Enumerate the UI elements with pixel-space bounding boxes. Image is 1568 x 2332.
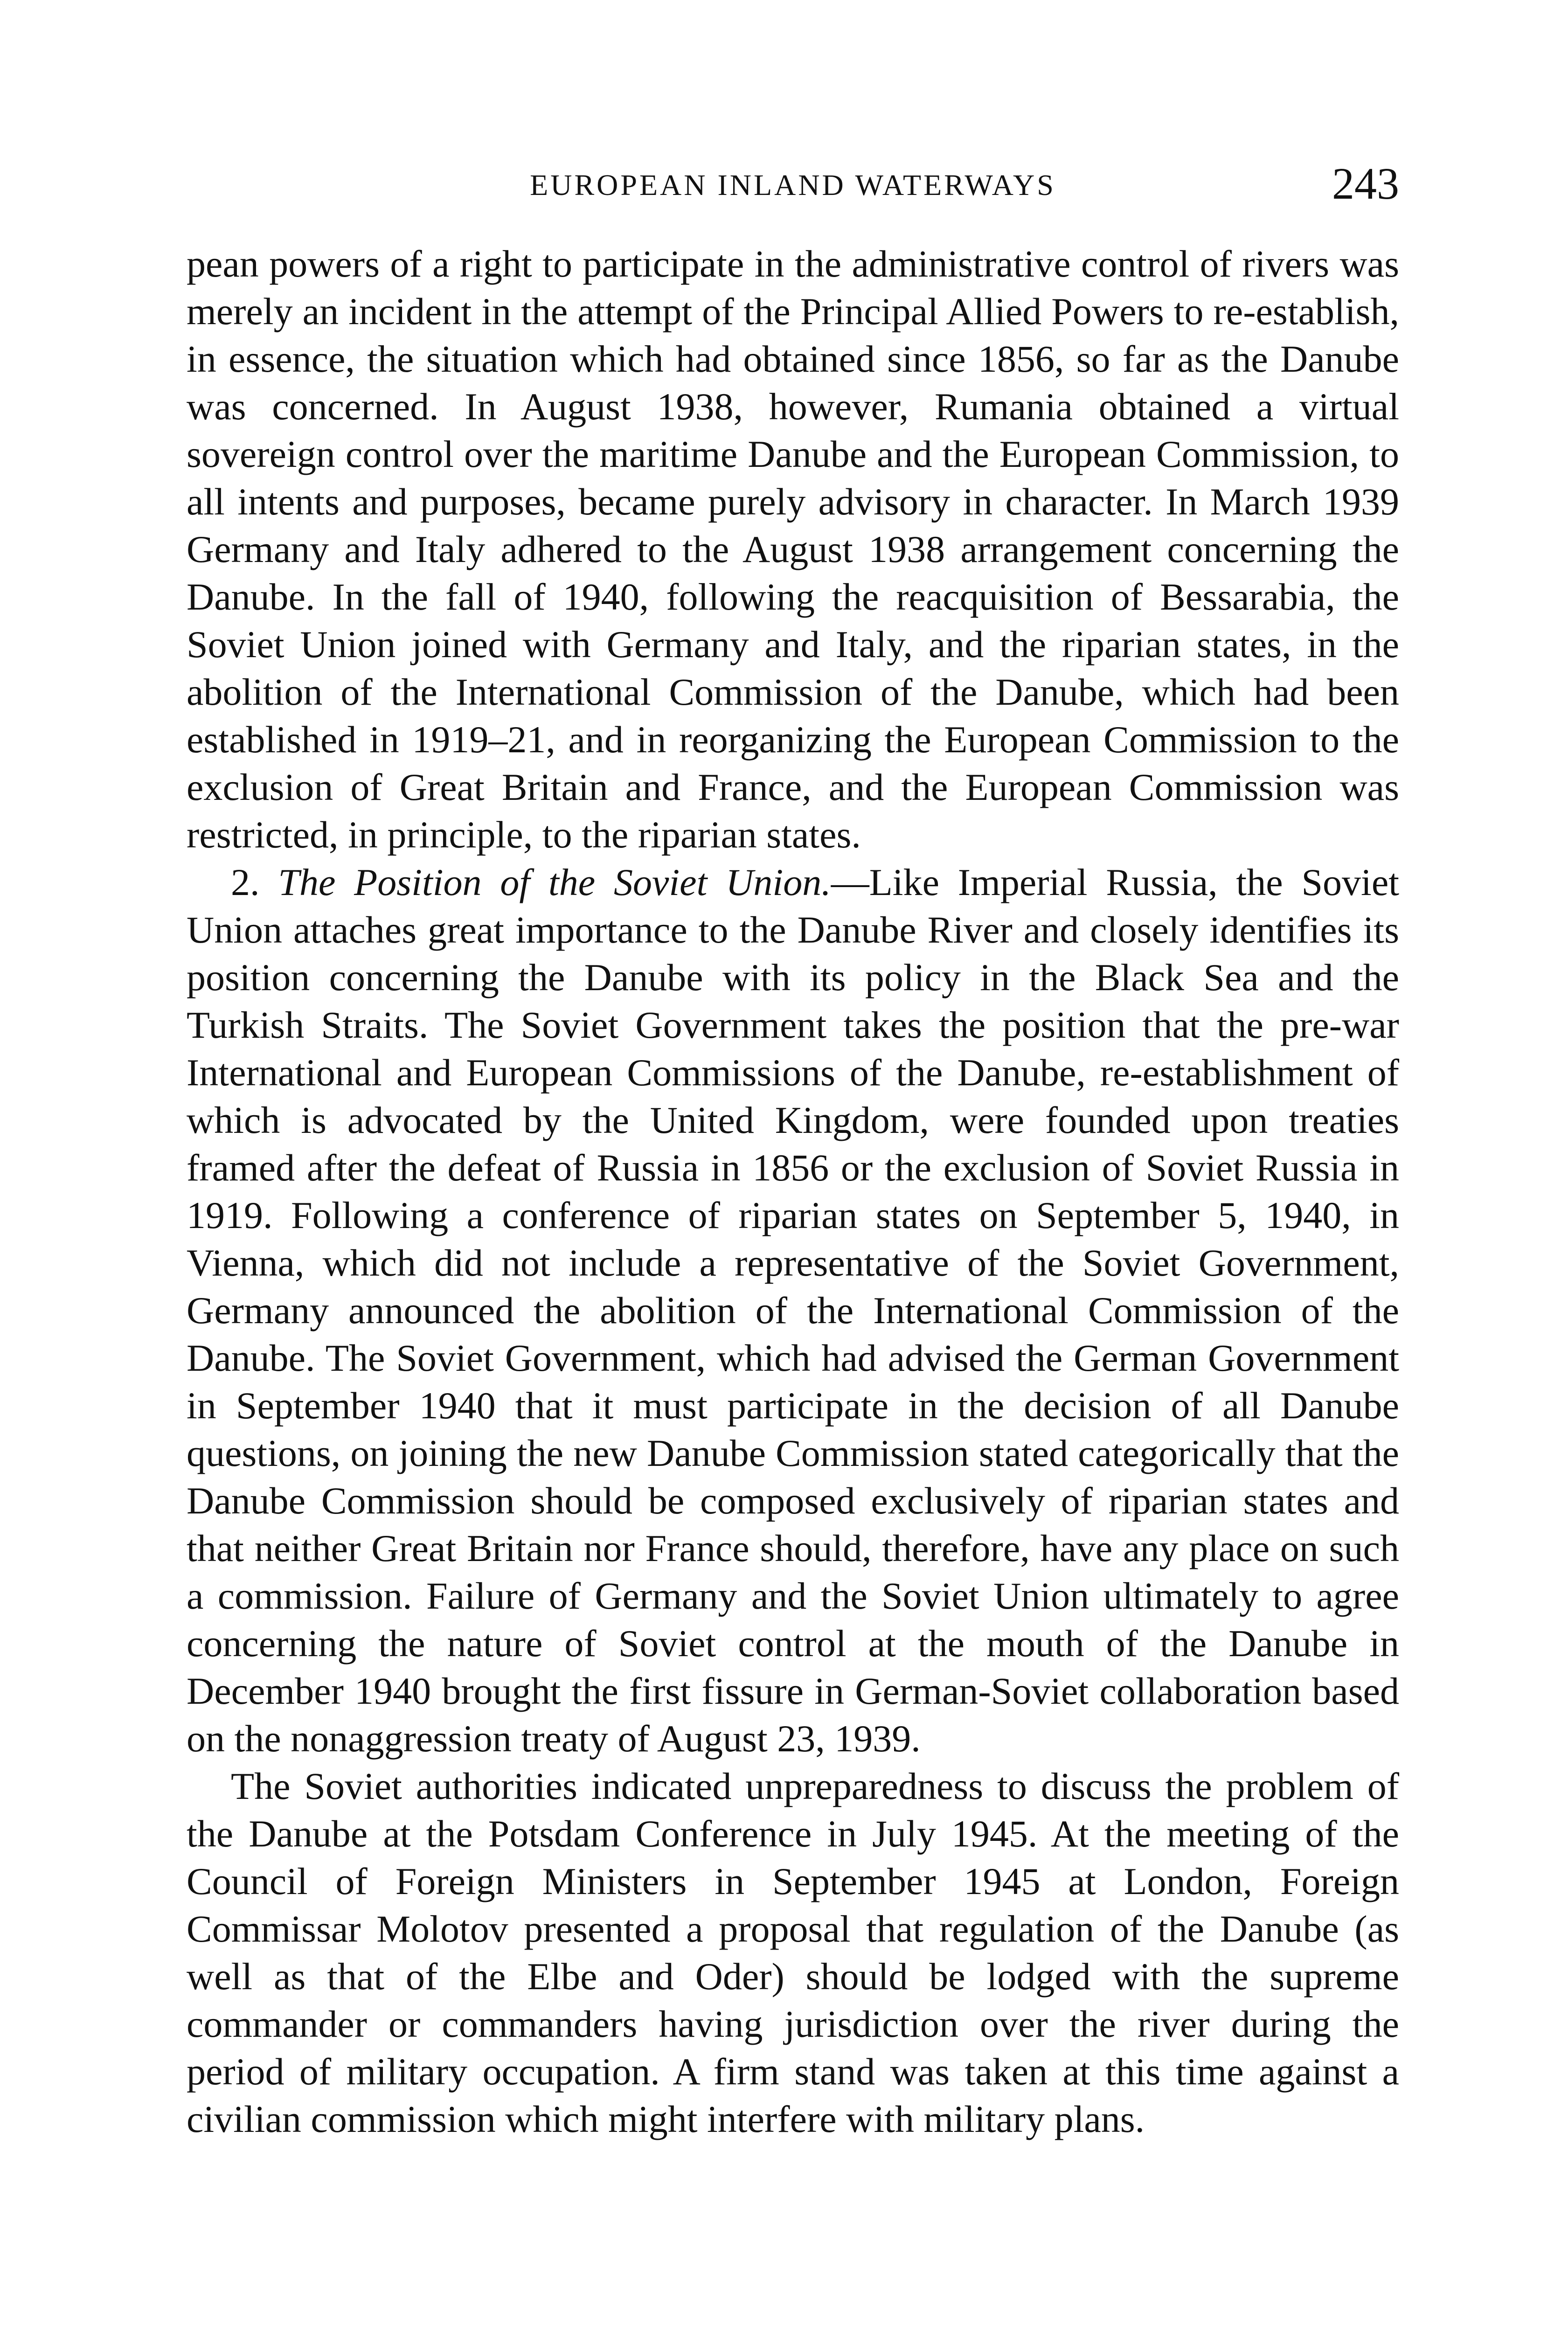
- body-text: [187, 240, 1399, 2143]
- page-number: 243: [1332, 159, 1399, 208]
- running-head: [187, 159, 1399, 215]
- paragraph-1: pean powers of a right to participate in the administrative control of rivers was merely an incident in the attempt of the Principal Allied Powers to re-establish, in essence, the situation which had obtained since 1856, so far as the Danube was concerned. In August 1938, however, Rumania obtained a virtual sovereign control over the maritime Danube and the European Commission, to all intents and purposes, became purely advisory in character. In March 1939 Germany and Italy adhered to the August 1938 arrangement concerning the Danube. In the fall of 1940, following the reacquisition of Bessarabia, the Soviet Union joined with Germany and Italy, and the riparian states, in the abolition of the International Commission of the Danube, which had been established in 1919–21, and in reorganizing the European Commission to the exclusion of Great Britain and France, and the European Commission was restricted, in principle, to the riparian states.: [187, 243, 1399, 856]
- section-heading: The Position of the Soviet Union.: [278, 861, 831, 903]
- paragraph-3: The Soviet authorities indicated unpreparedness to discuss the problem of the Danube at the Potsdam Conference in July 1945. At the meeting of the Council of Foreign Ministers in September 1945 at London, Foreign Commissar Molotov presented a proposal that regulation of the Danube (as well as that of the Elbe and Oder) should be lodged with the supreme commander or commanders having jurisdiction over the river during the period of military occupation. A firm stand was taken at this time against a civilian commission which might interfere with military plans.: [187, 1765, 1399, 2140]
- section-number: 2.: [231, 861, 260, 903]
- paragraph-2: [187, 859, 1399, 1763]
- running-title: EUROPEAN INLAND WATERWAYS: [530, 168, 1056, 201]
- paragraph-2-text: —Like Imperial Russia, the Soviet Union attaches great importance to the Danube River and closely identifies its position concerning the Danube with its policy in the Black Sea and the Turkish Straits. The Soviet Government takes the position that the pre-war International and European Commissions of the Danube, re-establishment of which is advocated by the United Kingdom, were founded upon treaties framed after the defeat of Russia in 1856 or the exclusion of Soviet Russia in 1919. Following a conference of riparian states on September 5, 1940, in Vienna, which did not include a representative of the Soviet Government, Germany announced the abolition of the International Commission of the Danube. The Soviet Government, which had advised the German Government in September 1940 that it must participate in the decision of all Danube questions, on joining the new Danube Commission stated categorically that the Danube Commission should be composed exclusively of riparian states and that neither Great Britain nor France should, therefore, have any place on such a commission. Failure of Germany and the Soviet Union ultimately to agree concerning the nature of Soviet control at the mouth of the Danube in December 1940 brought the first fissure in German-Soviet collaboration based on the nonaggression treaty of August 23, 1939.: [187, 861, 1400, 1760]
